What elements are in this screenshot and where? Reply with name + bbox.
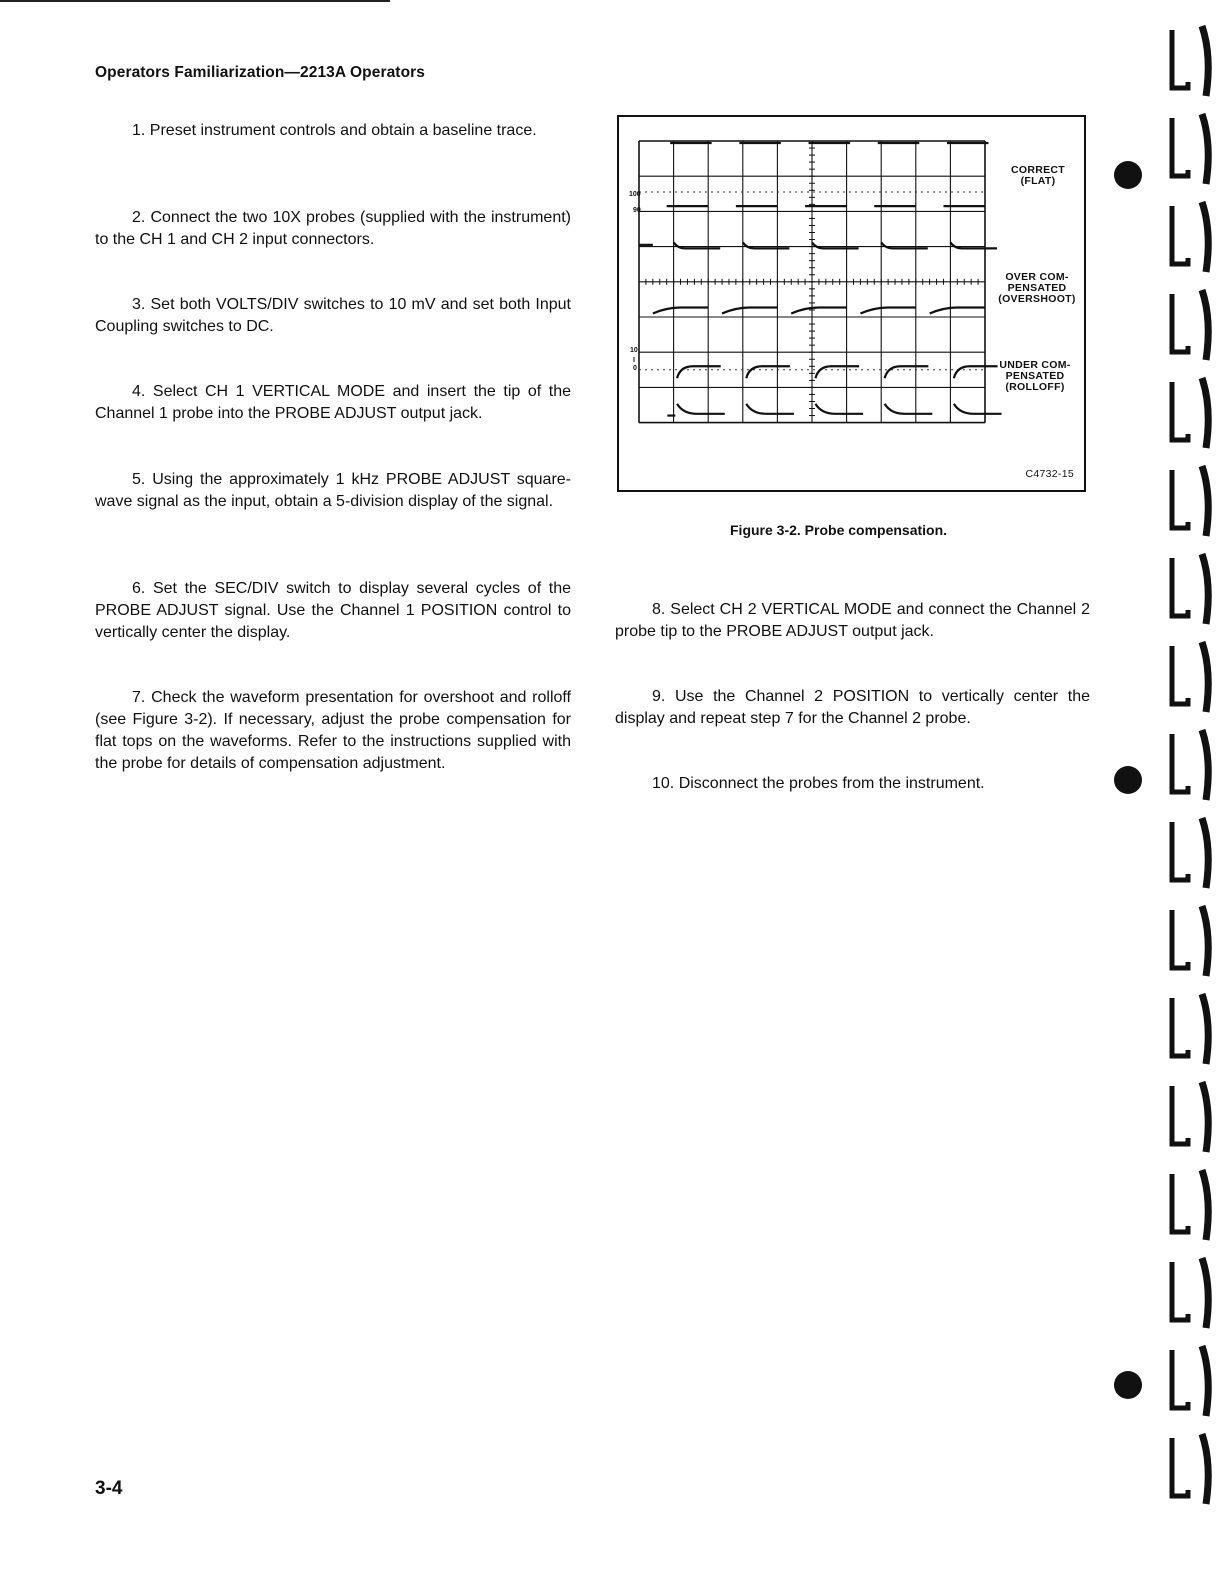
step-8: 8. Select CH 2 VERTICAL MODE and connect the Channel 2 probe tip to the PROBE ADJUST output jack. [615,601,1090,640]
binding-hook [1172,1086,1188,1144]
rolloff-top-segment [677,366,721,378]
binding-hook [1172,822,1188,880]
binding-hook [1172,206,1188,264]
binding-edge [1202,202,1208,272]
binding-edge [1202,554,1208,624]
binding-edge [1202,378,1208,448]
step-5: 5. Using the approximately 1 kHz PROBE ADJUST square-wave signal as the input, obtain a 5-division display of the signal. [95,471,571,510]
binding-edge [1202,906,1208,976]
binding-edge [1202,1082,1208,1152]
binding-edge [1202,1170,1208,1240]
rolloff-bottom-segment [746,404,794,414]
label-under-line3: (ROLLOFF) [1005,381,1065,393]
rolloff-top-segment [746,366,790,378]
binding-hook [1172,558,1188,616]
overshoot-bottom-segment [791,307,846,313]
label-correct-line1: CORRECT [1010,164,1065,176]
binding-hook [1172,1350,1188,1408]
overshoot-top-segment [950,242,997,248]
spiral-binding [1100,0,1220,1584]
binding-edge [1202,730,1208,800]
figure-caption: Figure 3-2. Probe compensation. [730,522,948,538]
rolloff-top-segment [885,366,929,378]
rolloff-bottom-segment [954,404,1002,414]
binding-edge [1202,1258,1208,1328]
binding-hook [1172,382,1188,440]
step-7: 7. Check the waveform presentation for overshoot and rolloff (see Figure 3-2). If necessary, adjust the probe compensation for flat tops on the waveforms. Refer to the instructions supplied with the probe for details of compensation adjustment. [95,689,571,772]
binding-hook [1172,734,1188,792]
step-3: 3. Set both VOLTS/DIV switches to 10 mV and set both Input Coupling switches to DC. [95,296,571,335]
step-4: 4. Select CH 1 VERTICAL MODE and insert the tip of the Channel 1 probe into the PROBE ADJUST output jack. [95,383,571,422]
binding-hook [1172,910,1188,968]
label-over-line2: PENSATED [1007,282,1067,294]
binding-hook [1172,118,1188,176]
label-over-line1: OVER COM- [1005,271,1069,283]
label-overshoot [987,272,1087,305]
step-1: 1. Preset instrument controls and obtain a baseline trace. [132,122,537,139]
overshoot-top-segment [743,242,790,248]
figure-id: C4732-15 [1025,468,1074,480]
label-over-line3: (OVERSHOOT) [998,293,1076,305]
binding-hook [1172,1262,1188,1320]
punch-hole [1114,766,1142,794]
overshoot-top-segment [812,242,859,248]
label-under-line2: PENSATED [1005,370,1065,382]
top-rule [0,0,390,2]
scale-0: 0 [633,365,637,372]
binding-edge [1202,1434,1208,1504]
binding-hook [1172,470,1188,528]
rolloff-bottom-segment [885,404,933,414]
scale-100: 100 [629,191,641,198]
binding-edge [1202,1346,1208,1416]
punch-hole [1114,161,1142,189]
binding-hook [1172,1174,1188,1232]
scale-i: I [633,357,635,364]
rolloff-bottom-segment [677,404,725,414]
binding-hook [1172,1438,1188,1496]
binding-edge [1202,994,1208,1064]
binding-edge [1202,114,1208,184]
waveform-traces [639,143,1002,416]
step-10: 10. Disconnect the probes from the instrument. [652,775,985,792]
binding-hook [1172,998,1188,1056]
step-6: 6. Set the SEC/DIV switch to display several cycles of the PROBE ADJUST signal. Use the Channel 1 POSITION control to vertically center the display. [95,580,571,641]
step-2: 2. Connect the two 10X probes (supplied with the instrument) to the CH 1 and CH 2 input connectors. [95,209,571,248]
step-9: 9. Use the Channel 2 POSITION to vertically center the display and repeat step 7 for the Channel 2 probe. [615,688,1090,727]
binding-edge [1202,290,1208,360]
rolloff-bottom-segment [815,404,863,414]
overshoot-bottom-segment [653,307,708,313]
overshoot-top-segment [674,242,721,248]
rolloff-top-segment [815,366,859,378]
binding-edge [1202,642,1208,712]
binding-edge [1202,26,1208,96]
label-correct-line2: (FLAT) [1020,175,1056,187]
graticule-grid [639,141,985,423]
page-header: Operators Familiarization—2213A Operators [95,64,425,81]
label-rolloff [989,360,1081,393]
label-under-line1: UNDER COM- [999,359,1071,371]
binding-hook [1172,294,1188,352]
overshoot-top-segment [881,242,928,248]
probe-compensation-figure [617,115,1086,492]
punch-hole [1114,1371,1142,1399]
label-correct [995,165,1081,187]
binding-edge [1202,818,1208,888]
overshoot-bottom-segment [930,307,985,313]
overshoot-bottom-segment [860,307,915,313]
binding-hook [1172,646,1188,704]
binding-hook [1172,30,1188,88]
page-number: 3-4 [95,1478,123,1499]
scale-90: 90 [633,207,641,214]
overshoot-bottom-segment [722,307,777,313]
binding-edge [1202,466,1208,536]
scale-10: 10 [630,347,638,354]
